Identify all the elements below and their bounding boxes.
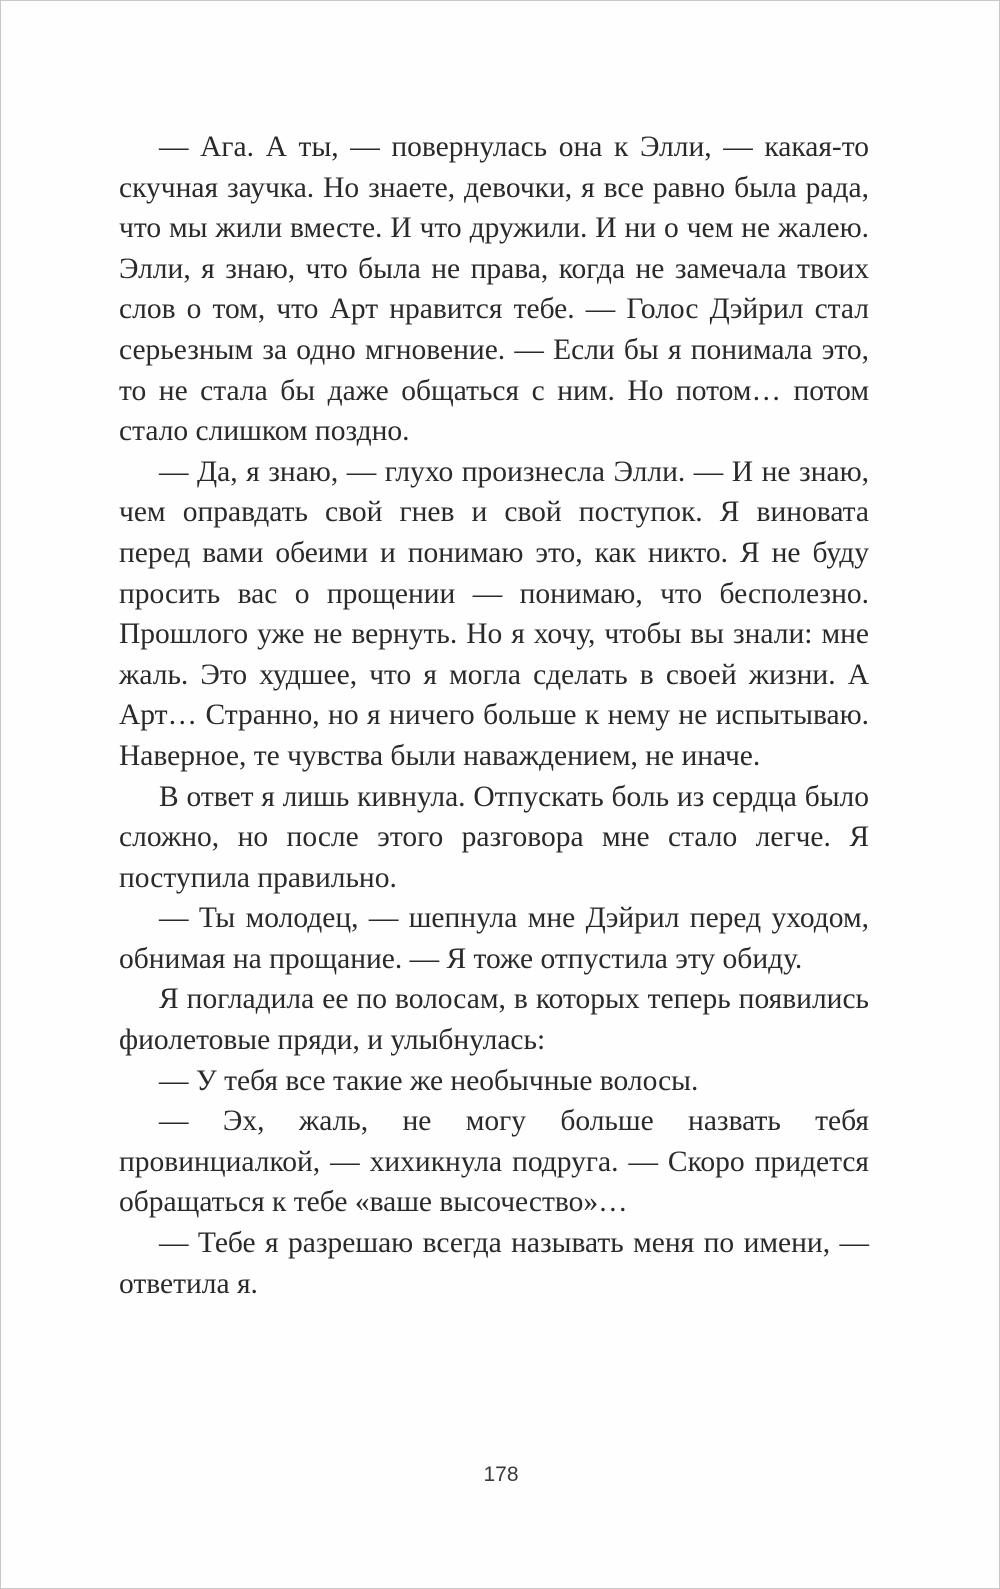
paragraph-6: — У тебя все такие же необычные волосы. (159, 1064, 699, 1097)
paragraph-2: — Да, я знаю, — глухо произнесла Элли. — И не знаю, чем оправдать свой гнев и свой поступок. Я виновата перед вами обеими и понимаю это, как никто. Я не буду просить вас о прощении — понимаю, что бесполезно. Прошлого уже не вернуть. Но я хочу, чтобы вы знали: мне жаль. Это худшее, что я могла сделать в своей жизни. А Арт… Странно, но я ничего больше к нему не испытываю. Наверное, те чувства были наваждением, не иначе. (119, 455, 869, 772)
page-text (119, 127, 869, 1304)
paragraph-4: — Ты молодец, — шепнула мне Дэйрил перед уходом, обнимая на прощание. — Я тоже отпустила эту обиду. (119, 902, 869, 975)
paragraph-1: — Ага. А ты, — повернулась она к Элли, — какая-то скучная заучка. Но знаете, девочки, я все равно была рада, что мы жили вместе. И что дружили. И ни о чем не жалею. Элли, я знаю, что была не права, когда не замечала твоих слов о том, что Арт нравится тебе. — Голос Дэйрил стал серьезным за одно мгновение. — Если бы я понимала это, то не стала бы даже общаться с ним. Но потом… потом стало слишком поздно. (119, 131, 869, 448)
paragraph-8: — Тебе я разрешаю всегда называть меня по имени, — ответила я. (119, 1227, 869, 1300)
page-number: 178 (483, 1463, 519, 1486)
paragraph-3: В ответ я лишь кивнула. Отпускать боль из сердца было сложно, но после этого разговора мне стало легче. Я поступила правильно. (119, 780, 869, 894)
paragraph-5: Я погладила ее по волосам, в которых теперь появились фиолетовые пряди, и улыбнулась: (119, 983, 869, 1057)
paragraph-7: — Эх, жаль, не могу больше назвать тебя провинциалкой, — хихикнула подруга. — Скоро придется обращаться к тебе «ваше высочество»… (119, 1105, 869, 1219)
